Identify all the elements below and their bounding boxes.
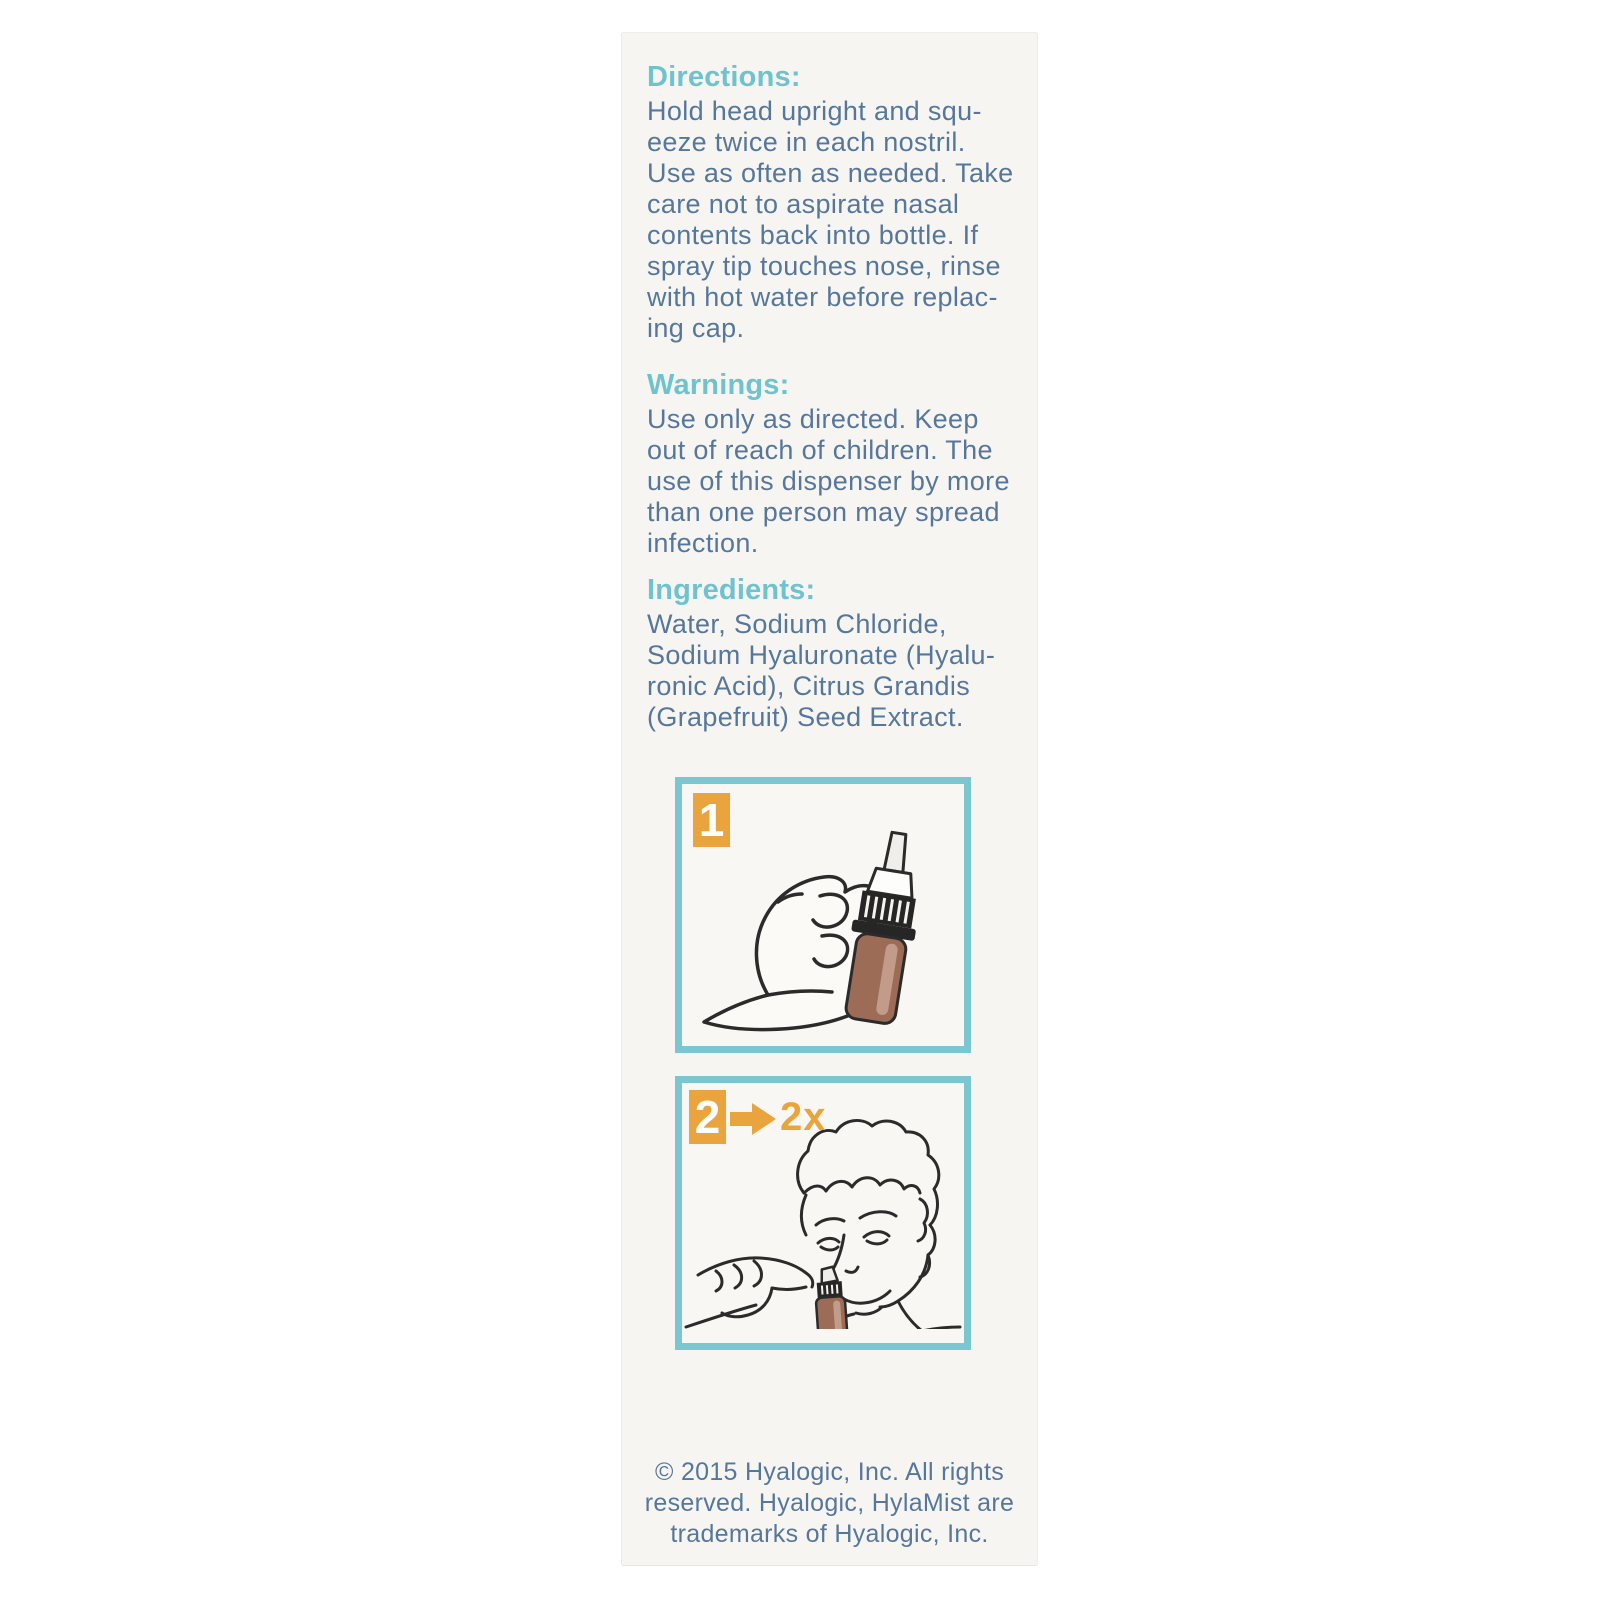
step-number-badge: 1 [693, 793, 730, 847]
warnings-line: Use only as directed. Keep [647, 404, 979, 434]
instruction-box-step-2 [675, 1076, 971, 1350]
ingredients-line: (Grapefruit) Seed Extract. [647, 702, 964, 732]
right-arrow-icon [730, 1103, 776, 1135]
directions-line: with hot water before replac- [647, 282, 998, 312]
section-directions [647, 59, 1033, 344]
ingredients-line: ronic Acid), Citrus Grandis [647, 671, 971, 701]
ingredients-body [647, 609, 1033, 733]
warnings-line: use of this dispenser by more [647, 466, 1010, 496]
copyright-line: © 2015 Hyalogic, Inc. All rights [654, 1458, 1005, 1486]
repeat-count-label: 2x [780, 1095, 827, 1139]
directions-line: ing cap. [647, 313, 745, 343]
copyright-line: reserved. Hyalogic, HylaMist are [644, 1489, 1015, 1517]
copyright-notice [622, 1457, 1037, 1550]
directions-line: eeze twice in each nostril. [647, 127, 966, 157]
directions-line: care not to aspirate nasal [647, 189, 960, 219]
directions-line: Use as often as needed. Take [647, 158, 1014, 188]
ingredients-heading: Ingredients: [647, 574, 816, 606]
bottle-body [816, 1296, 848, 1329]
spray-tip [821, 1266, 838, 1283]
warnings-line: than one person may spread [647, 497, 1000, 527]
warnings-line: infection. [647, 528, 759, 558]
directions-line: Hold head upright and squ- [647, 96, 982, 126]
section-warnings [647, 367, 1033, 559]
copyright-line: trademarks of Hyalogic, Inc. [670, 1520, 989, 1548]
directions-line: contents back into bottle. If [647, 220, 979, 250]
hand-line-art [686, 1258, 813, 1327]
directions-body [647, 96, 1033, 344]
instruction-box-step-1 [675, 777, 971, 1053]
ingredients-line: Sodium Hyaluronate (Hyalu- [647, 640, 996, 670]
spray-tip [884, 832, 909, 873]
warnings-heading: Warnings: [647, 369, 790, 401]
directions-line: spray tip touches nose, rinse [647, 251, 1001, 281]
warnings-body [647, 404, 1033, 559]
warnings-line: out of reach of children. The [647, 435, 993, 465]
directions-heading: Directions: [647, 61, 801, 93]
nasal-spray-bottle [814, 1266, 848, 1329]
section-ingredients [647, 572, 1033, 733]
package-side-panel [622, 33, 1037, 1565]
ingredients-line: Water, Sodium Chloride, [647, 609, 947, 639]
step-number-badge: 2 [689, 1090, 726, 1144]
